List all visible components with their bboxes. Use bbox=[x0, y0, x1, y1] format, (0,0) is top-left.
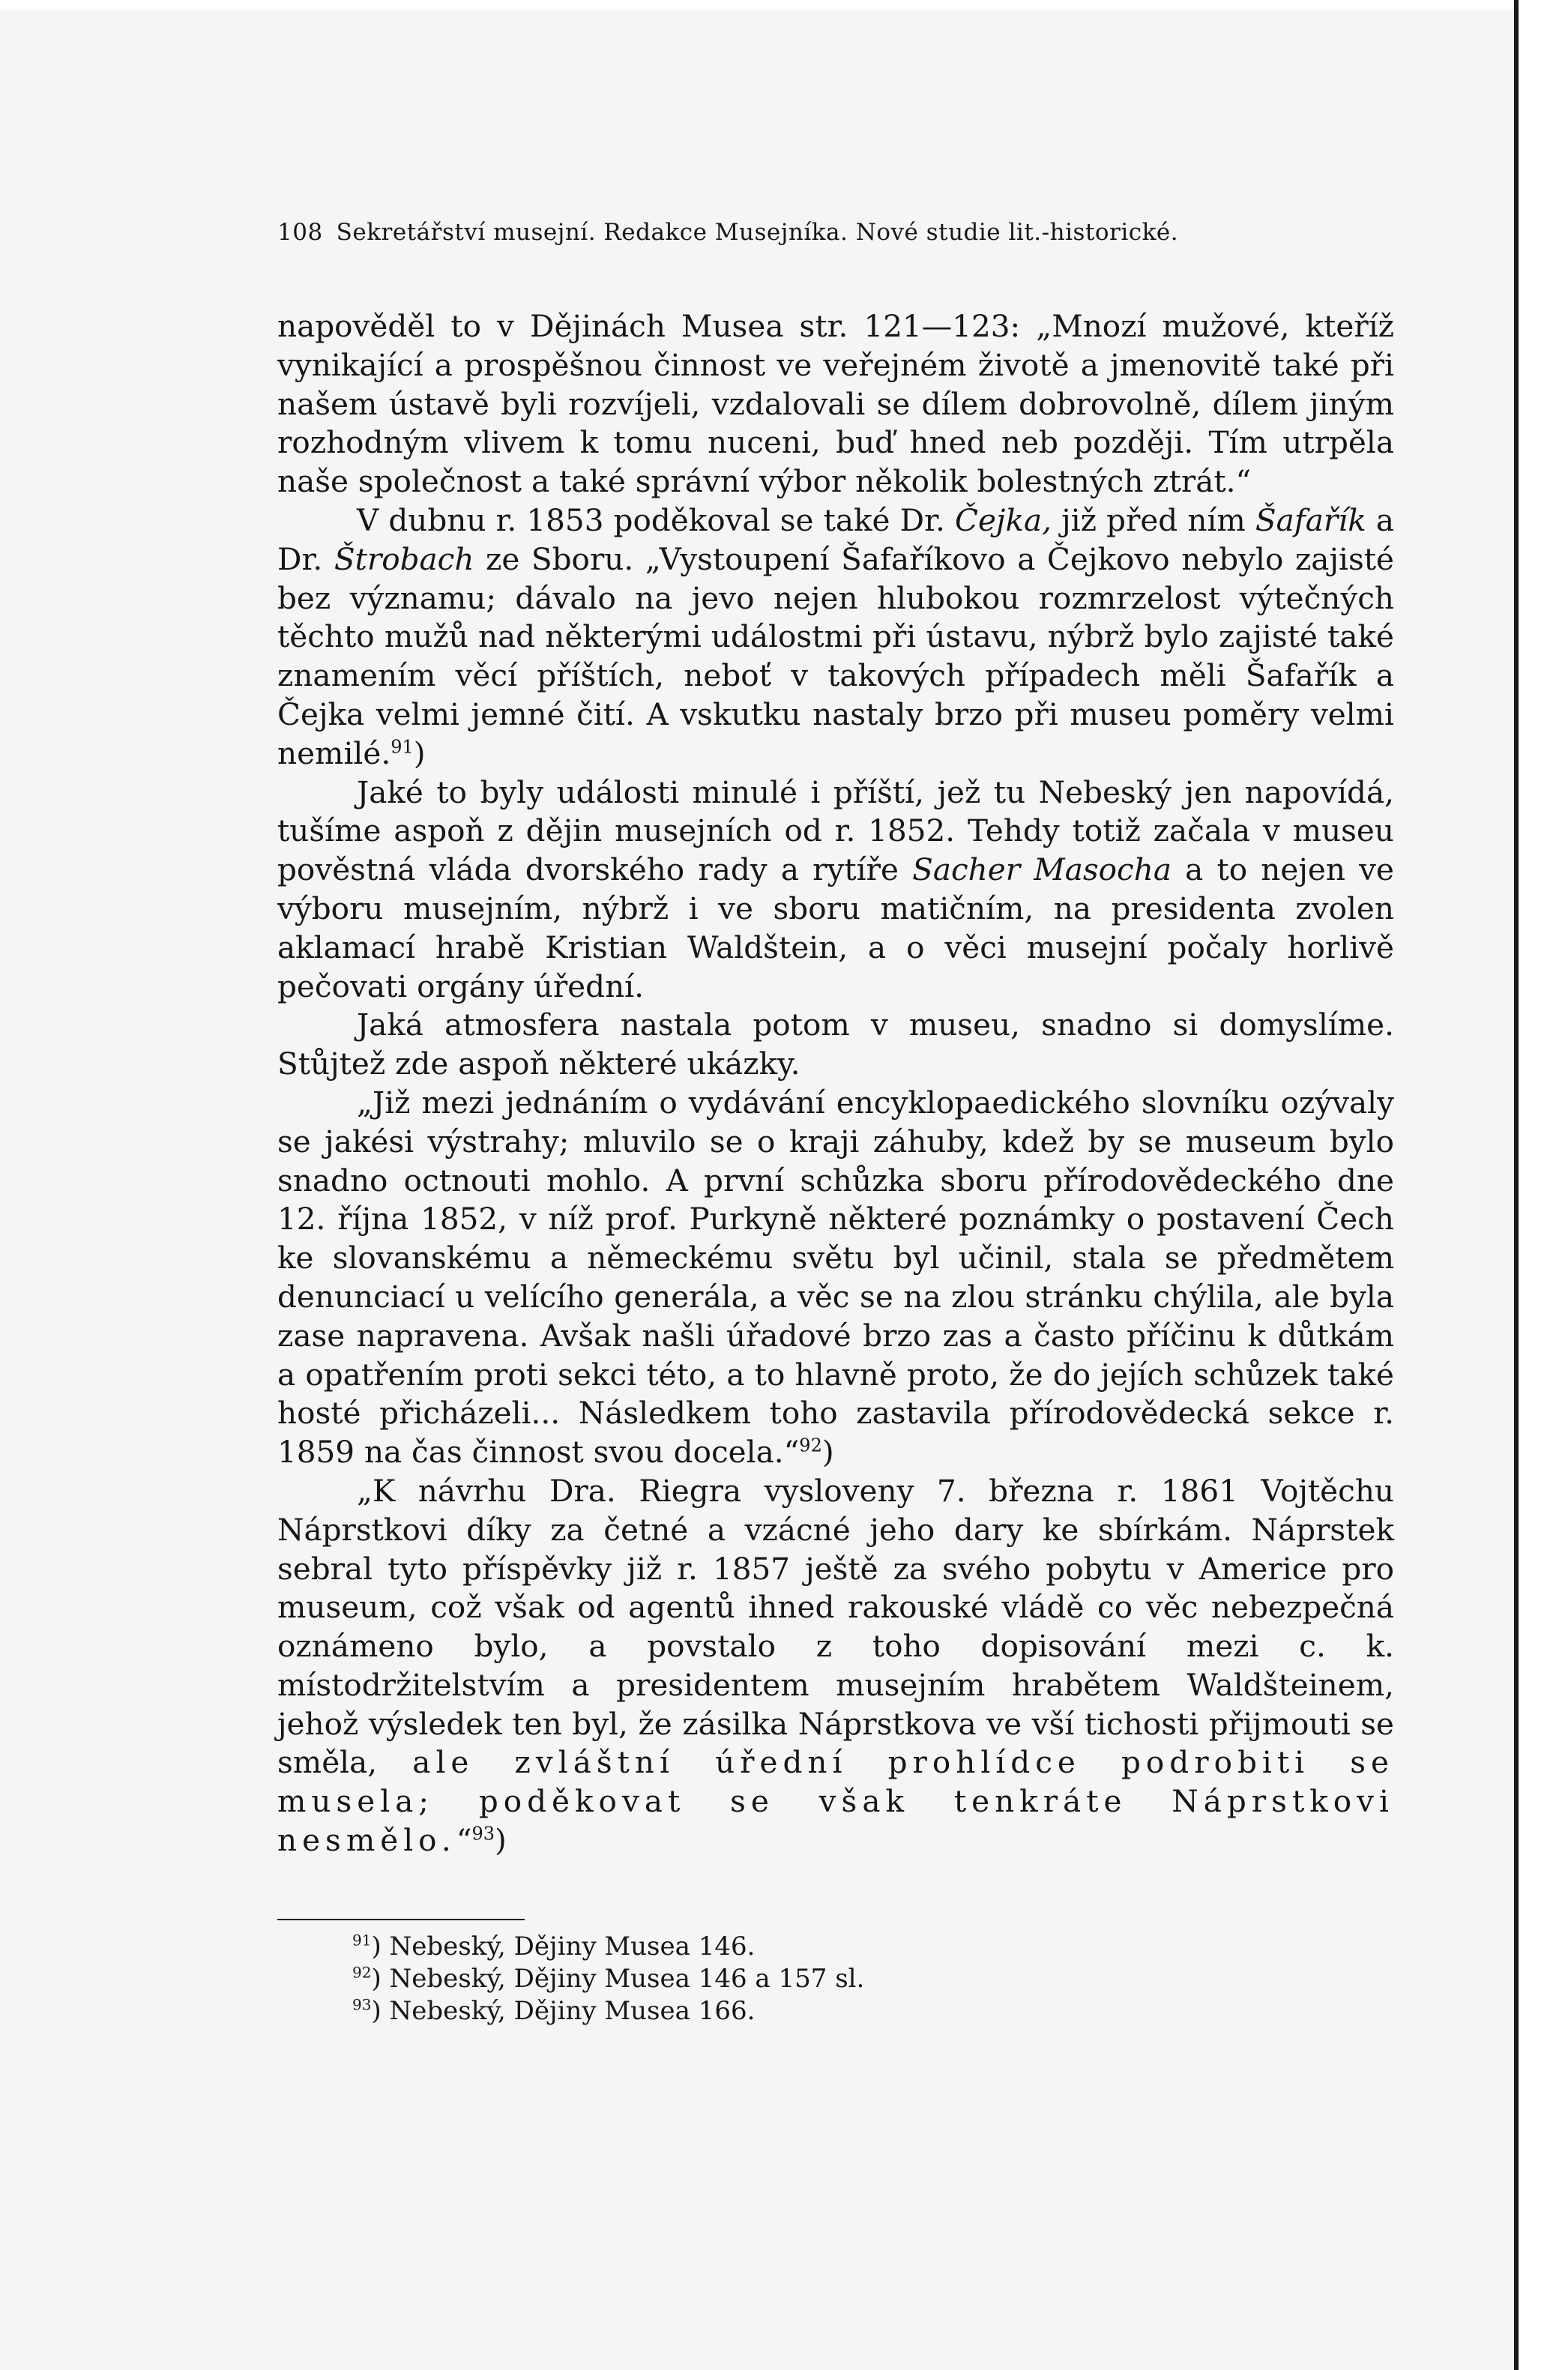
footnote-91 bbox=[352, 1931, 1394, 1963]
page-top-edge bbox=[0, 0, 1514, 10]
paragraph-6-text-end: ) bbox=[494, 1822, 507, 1859]
paragraph-1 bbox=[277, 307, 1394, 501]
paragraph-2-text-c: a Dr. bbox=[277, 501, 1394, 577]
spaced-emphasis: ale zvláštní úřední prohlídce podrobiti se musela; poděkovat se však tenkráte Náprstkovi nesmělo. bbox=[277, 1744, 1394, 1859]
paragraph-6-quote bbox=[277, 1472, 1394, 1860]
paragraph-2-text-b: již před ním bbox=[1052, 501, 1255, 538]
footnote-text: ) Nebeský, Dějiny Musea 146 a 157 sl. bbox=[371, 1963, 865, 1994]
paragraph-2 bbox=[277, 501, 1394, 774]
paragraph-5-text-end: ) bbox=[821, 1434, 834, 1471]
footnote-rule bbox=[277, 1919, 525, 1920]
name-cejka: Čejka, bbox=[954, 501, 1052, 538]
paragraph-3-text-a: Jaké to byly události minulé i příští, jež tu Nebeský jen napovídá, tušíme aspoň z dějin musejních od r. 1852. Tehdy totiž začala v museu pověstná vláda dvorského rady a rytíře bbox=[277, 774, 1394, 888]
footnote-ref-92[interactable]: 92 bbox=[799, 1435, 822, 1456]
paragraph-6-text: „K návrhu Dra. Riegra vysloveny 7. března r. 1861 Vojtěchu Náprstkovi díky za četné a vzácné jeho dary ke sbírkám. Náprstek sebral tyto příspěvky již r. 1857 ještě za svého pobytu v Americe pro museum, což však od agentů ihned rakouské vládě co věc nebezpečná oznámeno bylo, a povstalo z toho dopisování mezi c. k. místodržitelstvím a presidentem musejním hrabětem Waldšteinem, jehož výsledek ten byl, že zásilka Náprstkova ve vší tichosti přijmouti se směla, bbox=[277, 1472, 1394, 1781]
text-block bbox=[277, 210, 1394, 2027]
paragraph-2-text-d: ze Sboru. „Vystoupení Šafaříkovo a Čejkovo nebylo zajisté bez významu; dávalo na jevo nejen hlubokou rozmrzelost výtečných těchto mužů nad některými událostmi při ústavu, nýbrž bylo zajisté také znamením věcí příštích, neboť v takových případech měli Šafařík a Čejka velmi jemné čití. A vskutku nastaly brzo při museu poměry velmi nemilé. bbox=[277, 540, 1394, 771]
page-right-edge bbox=[1514, 0, 1568, 2370]
paragraph-3 bbox=[277, 774, 1394, 1007]
name-strobach: Štrobach bbox=[334, 540, 474, 577]
footnote-text: ) Nebeský, Dějiny Musea 166. bbox=[371, 1995, 756, 2026]
paragraph-4 bbox=[277, 1006, 1394, 1084]
paragraph-3-text-b: a to nejen ve výboru musejním, nýbrž i ve sboru matičním, na presidenta zvolen aklamací hrabě Kristian Waldštein, a o věci musejní počaly horlivě pečovati orgány úřední. bbox=[277, 851, 1394, 1004]
footnote-number: 91 bbox=[352, 1931, 372, 1950]
paragraph-4-text: Jaká atmosfera nastala potom v museu, snadno si domyslíme. Stůjtež zde aspoň některé ukázky. bbox=[277, 1007, 1394, 1082]
body-text bbox=[277, 307, 1394, 1860]
page-number: 108 bbox=[277, 219, 323, 246]
footnote-93 bbox=[352, 1995, 1394, 2027]
footnote-ref-91[interactable]: 91 bbox=[391, 736, 414, 758]
name-safarik: Šafařík bbox=[1255, 501, 1366, 538]
paragraph-1-text: napověděl to v Dějinách Musea str. 121—123: „Mnozí mužové, kteříž vynikající a prospěšnou činnost ve veřejném životě a jmenovitě také při našem ústavě byli rozvíjeli, vzdalovali se dílem dobrovolně, dílem jiným rozhodným vlivem k tomu nuceni, buď hned neb později. Tím utrpěla naše společnost a také správní výbor několik bolestných ztrát.“ bbox=[277, 308, 1394, 500]
paragraph-5-quote bbox=[277, 1084, 1394, 1472]
name-sacher-masoch: Sacher Masocha bbox=[912, 851, 1172, 888]
paragraph-2-text-e: ) bbox=[413, 735, 426, 771]
footnote-number: 93 bbox=[352, 1995, 372, 2014]
paragraph-5-text: „Již mezi jednáním o vydávání encyklopaedického slovníku ozývaly se jakési výstrahy; mluvilo se o kraji záhuby, kdež by se museum bylo snadno octnouti mohlo. A první schůzka sboru přírodovědeckého dne 12. října 1852, v níž prof. Purkyně některé poznámky o postavení Čech ke slovanskému a německému světu byl učinil, stala se předmětem denunciací u velícího generála, a věc se na zlou stránku chýlila, ale byla zase napravena. Avšak našli úřadové brzo zas a často příčinu k důtkám a opatřením proti sekci této, a to hlavně proto, že do jejích schůzek také hosté přicházeli... Následkem toho zastavila přírodovědecká sekce r. 1859 na čas činnost svou docela.“ bbox=[277, 1084, 1394, 1471]
footnote-92 bbox=[352, 1963, 1394, 1995]
footnote-number: 92 bbox=[352, 1963, 372, 1982]
running-title: Sekretářství musejní. Redakce Musejníka. Nové studie lit.-historické. bbox=[336, 219, 1179, 246]
footnote-ref-93[interactable]: 93 bbox=[471, 1823, 495, 1845]
running-head bbox=[277, 210, 1394, 255]
footnote-text: ) Nebeský, Dějiny Musea 146. bbox=[371, 1931, 756, 1962]
paragraph-6-closing-quote: “ bbox=[456, 1822, 472, 1859]
footnotes bbox=[277, 1931, 1394, 2027]
paragraph-2-text-a: V dubnu r. 1853 poděkoval se také Dr. bbox=[357, 501, 955, 538]
